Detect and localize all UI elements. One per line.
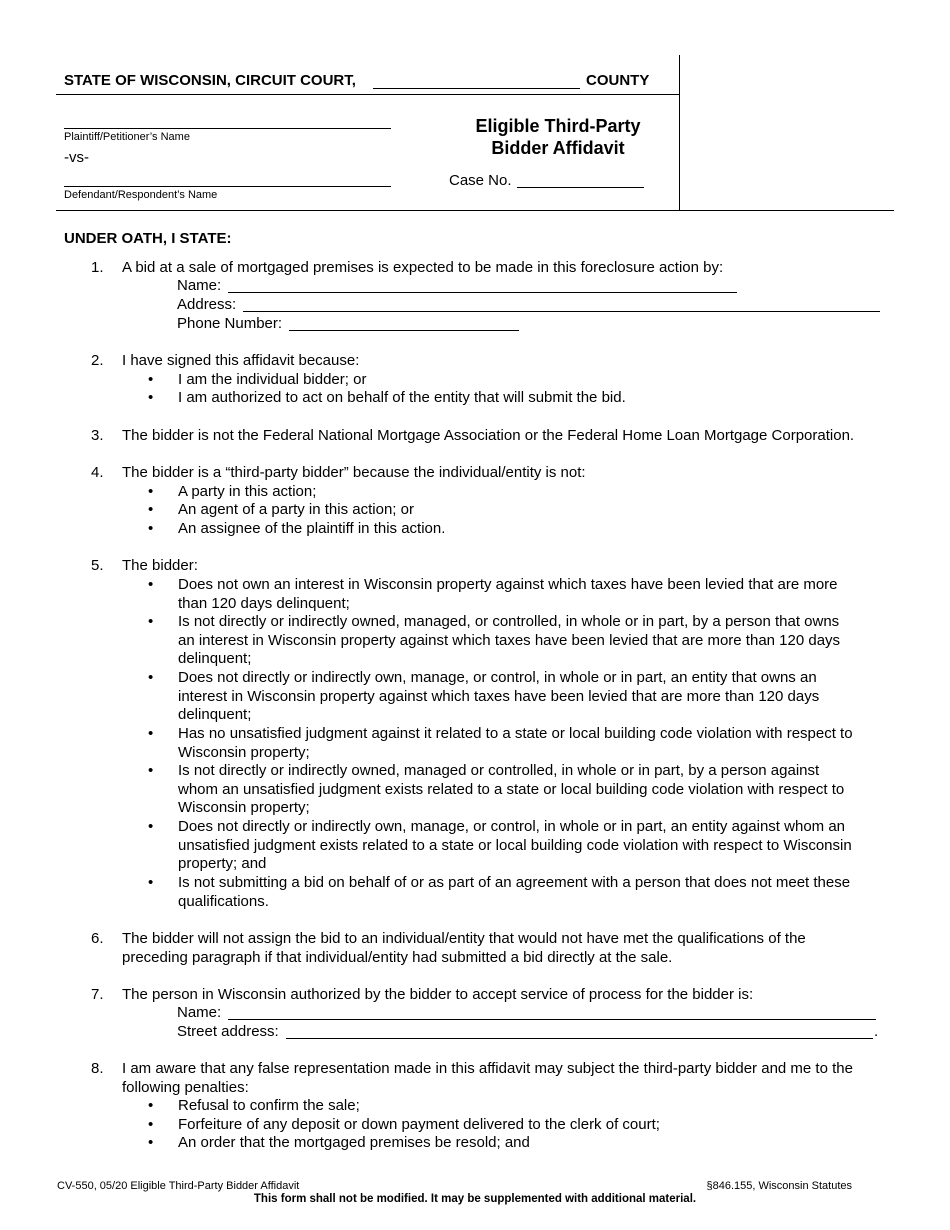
bidder-phone-field[interactable] xyxy=(289,330,519,331)
bullet-icon: • xyxy=(148,1134,154,1151)
bidder-address-label: Address: xyxy=(177,296,237,313)
bullet-text: Forfeiture of any deposit or down payment delivered to the clerk of court; xyxy=(178,1116,660,1133)
agent-name-field[interactable] xyxy=(228,1019,876,1020)
bullet-icon: • xyxy=(148,762,154,779)
defendant-name-label: Defendant/Respondent’s Name xyxy=(64,189,218,201)
plaintiff-name-label: Plaintiff/Petitioner’s Name xyxy=(64,131,190,143)
bidder-address-field[interactable] xyxy=(243,311,880,312)
bullet-icon: • xyxy=(148,669,154,686)
item-text: I have signed this affidavit because: xyxy=(122,352,360,369)
bullet-text: Is not directly or indirectly owned, managed, or controlled, in whole or in part, by a person that owns an interest in Wisconsin property against which taxes have been levied that are more than 120 days delinquent; xyxy=(178,613,841,668)
bullet-text: I am authorized to act on behalf of the entity that will submit the bid. xyxy=(178,389,626,406)
bullet-icon: • xyxy=(148,520,154,537)
bullet-icon: • xyxy=(148,725,154,742)
bullet-text: A party in this action; xyxy=(178,483,317,500)
item-text: A bid at a sale of mortgaged premises is expected to be made in this foreclosure action by: xyxy=(122,259,724,276)
bullet-text: I am the individual bidder; or xyxy=(178,371,367,388)
bullet-icon: • xyxy=(148,371,154,388)
bullet-icon: • xyxy=(148,576,154,593)
item-text: The bidder will not assign the bid to an individual/entity that would not have met the qualifications of the preceding paragraph if that individual/entity had submitted a bid directly at the sale. xyxy=(122,930,806,966)
bullet-text: Is not directly or indirectly owned, managed or controlled, in whole or in part, by a person against whom an unsatisfied judgment exists related to a state or local building code violation with respect to Wisconsin property; xyxy=(178,762,845,817)
bidder-name-field[interactable] xyxy=(228,292,737,293)
case-number-label: Case No. xyxy=(449,172,512,189)
statute-reference: §846.155, Wisconsin Statutes xyxy=(706,1180,852,1192)
county-label: COUNTY xyxy=(586,72,650,89)
caption-bottom-rule xyxy=(56,210,894,211)
agent-street-address-field[interactable] xyxy=(286,1038,873,1039)
item-text: The bidder is not the Federal National Mortgage Association or the Federal Home Loan Mortgage Corporation. xyxy=(122,427,855,444)
bullet-icon: • xyxy=(148,501,154,518)
bullet-icon: • xyxy=(148,1097,154,1114)
bidder-name-label: Name: xyxy=(177,277,222,294)
oath-heading: UNDER OATH, I STATE: xyxy=(64,230,232,247)
bullet-text: Does not directly or indirectly own, manage, or control, in whole or in part, an entity that owns an interest in Wisconsin property against which taxes have been levied that are more than 120 days delinquent; xyxy=(178,669,820,724)
bullet-text: An agent of a party in this action; or xyxy=(178,501,414,518)
item-number: 1. xyxy=(91,259,104,276)
item-number: 5. xyxy=(91,557,104,574)
bullet-text: Refusal to confirm the sale; xyxy=(178,1097,360,1114)
form-title-line2: Bidder Affidavit xyxy=(491,138,625,158)
bullet-icon: • xyxy=(148,483,154,500)
bullet-icon: • xyxy=(148,874,154,891)
bullet-text: An order that the mortgaged premises be resold; and xyxy=(178,1134,530,1151)
item-number: 6. xyxy=(91,930,104,947)
bullet-icon: • xyxy=(148,1116,154,1133)
bullet-text: Does not own an interest in Wisconsin property against which taxes have been levied that are more than 120 days delinquent; xyxy=(178,576,838,612)
bullet-text: Does not directly or indirectly own, manage, or control, in whole or in part, an entity against whom an unsatisfied judgment exists related to a state or local building code violation with respect to Wisconsin property; and xyxy=(178,818,852,873)
bidder-phone-label: Phone Number: xyxy=(177,315,283,332)
item-number: 4. xyxy=(91,464,104,481)
agent-name-label: Name: xyxy=(177,1004,222,1021)
item-number: 2. xyxy=(91,352,104,369)
bullet-text: Has no unsatisfied judgment against it related to a state or local building code violation with respect to Wisconsin property; xyxy=(178,725,853,761)
bullet-text: An assignee of the plaintiff in this action. xyxy=(178,520,446,537)
defendant-name-field[interactable] xyxy=(64,186,391,187)
bullet-text: Is not submitting a bid on behalf of or as part of an agreement with a person that does not meet these qualifications. xyxy=(178,874,851,910)
item-number: 8. xyxy=(91,1060,104,1077)
address-period: . xyxy=(874,1023,879,1040)
bullet-icon: • xyxy=(148,818,154,835)
item-number: 7. xyxy=(91,986,104,1003)
agent-street-address-label: Street address: xyxy=(177,1023,279,1040)
form-title-line1: Eligible Third-Party xyxy=(475,116,641,136)
bullet-icon: • xyxy=(148,613,154,630)
form-title xyxy=(440,115,676,159)
county-field[interactable] xyxy=(373,88,580,89)
court-line-label: STATE OF WISCONSIN, CIRCUIT COURT, xyxy=(64,72,356,89)
item-text: The person in Wisconsin authorized by the bidder to accept service of process for the bidder is: xyxy=(122,986,754,1003)
bullet-icon: • xyxy=(148,389,154,406)
caption-vertical-rule xyxy=(679,55,680,210)
case-number-field[interactable] xyxy=(517,187,644,188)
item-number: 3. xyxy=(91,427,104,444)
court-line-rule xyxy=(56,94,679,95)
versus-label: -vs- xyxy=(64,149,89,166)
item-text: The bidder: xyxy=(122,557,198,574)
modification-notice: This form shall not be modified. It may be supplemented with additional material. xyxy=(253,1193,697,1205)
plaintiff-name-field[interactable] xyxy=(64,128,391,129)
form-id: CV-550, 05/20 Eligible Third-Party Bidder Affidavit xyxy=(57,1180,300,1192)
item-text: The bidder is a “third-party bidder” because the individual/entity is not: xyxy=(122,464,586,481)
item-text: I am aware that any false representation made in this affidavit may subject the third-party bidder and me to the following penalties: xyxy=(122,1060,853,1096)
